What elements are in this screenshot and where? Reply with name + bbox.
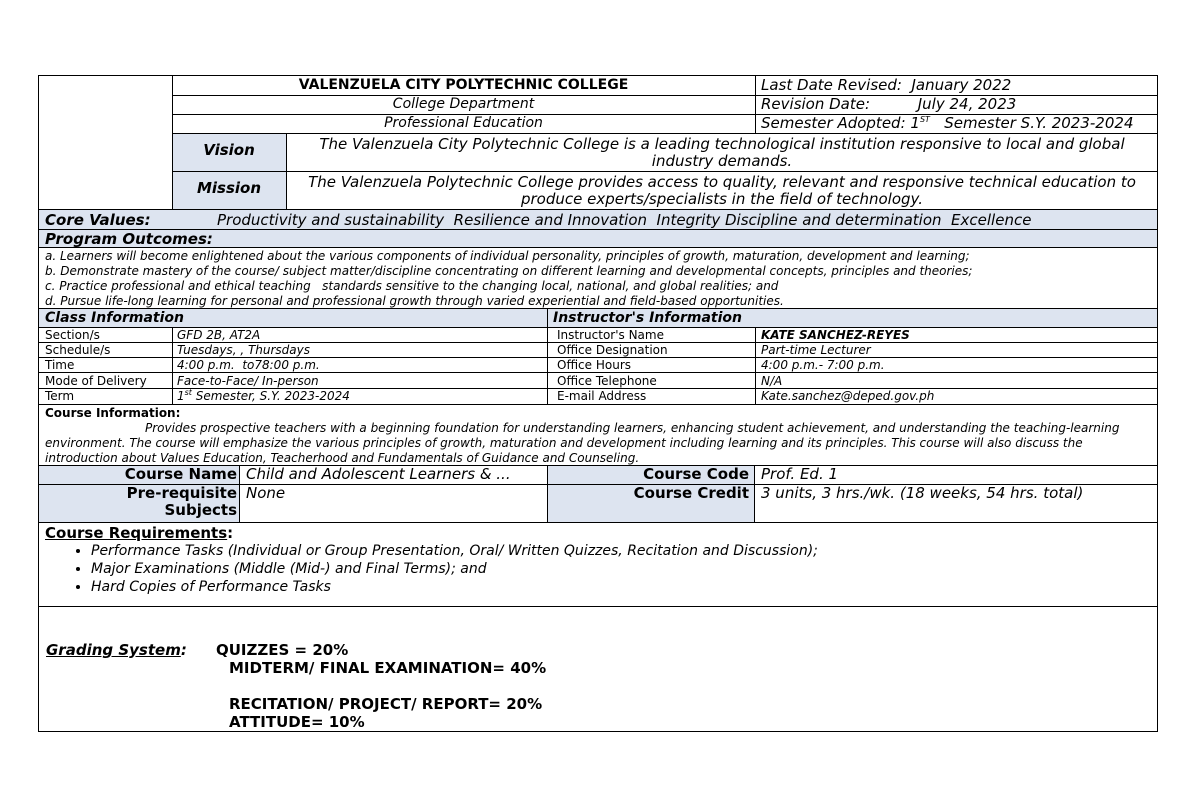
grading-system-colon: : bbox=[180, 641, 187, 659]
office-hours-value: 4:00 p.m.- 7:00 p.m. bbox=[761, 358, 885, 372]
course-credit-label: Course Credit bbox=[633, 484, 749, 502]
office-designation-key: Office Designation bbox=[557, 343, 668, 357]
term-value bbox=[177, 389, 350, 403]
course-credit-value: 3 units, 3 hrs./wk. (18 weeks, 54 hrs. total) bbox=[761, 484, 1084, 502]
grading-system-label: Grading System bbox=[46, 641, 181, 659]
core-values-text: Productivity and sustainability Resilience and Innovation Integrity Discipline and determination Excellence bbox=[217, 211, 1032, 229]
office-hours-key: Office Hours bbox=[557, 358, 631, 372]
course-name-value: Child and Adolescent Learners & ... bbox=[246, 465, 511, 483]
prerequisite-label: Pre-requisite Subjects bbox=[126, 484, 237, 519]
requirement-item: • Hard Copies of Performance Tasks bbox=[91, 578, 1149, 596]
requirement-item: • Major Examinations (Middle (Mid-) and Final Terms); and bbox=[91, 560, 1149, 578]
course-requirements-label: Course Requirements bbox=[45, 524, 228, 542]
course-requirements-colon: : bbox=[227, 524, 234, 542]
program-name: Professional Education bbox=[384, 115, 543, 131]
time-key: Time bbox=[45, 358, 75, 372]
department-name: College Department bbox=[392, 96, 535, 112]
revision-date-label: Revision Date: bbox=[761, 95, 871, 113]
course-name-label: Course Name bbox=[124, 465, 237, 483]
course-information-text: Provides prospective teachers with a beginning foundation for understanding learners, enhancing student achievement, and understanding the teaching-learning environment. The course will emphasize the various principles of growth, maturation and development including learning and its principles. This course will also discuss the introduction about Values Education, Teacherhood and Fundamentals of Guidance and Counseling. bbox=[45, 421, 1120, 465]
mode-value: Face-to-Face/ In-person bbox=[177, 374, 319, 388]
term-value-pre: 1 bbox=[177, 389, 185, 403]
schedule-key: Schedule/s bbox=[45, 343, 111, 357]
office-designation-value: Part-time Lecturer bbox=[761, 343, 871, 357]
instructor-name-value: KATE SANCHEZ-REYES bbox=[761, 328, 910, 342]
course-requirements-heading bbox=[45, 525, 233, 542]
semester-adopted-label: Semester Adopted: 1 bbox=[761, 114, 920, 132]
grading-item-recitation: RECITATION/ PROJECT/ REPORT= 20% bbox=[229, 695, 543, 713]
grading-item-exam: MIDTERM/ FINAL EXAMINATION= 40% bbox=[229, 659, 547, 677]
core-values-label: Core Values: bbox=[45, 211, 151, 229]
grading-item-quizzes: QUIZZES = 20% bbox=[216, 641, 349, 659]
last-revised-label: Last Date Revised: bbox=[761, 76, 902, 94]
grading-item-attitude: ATTITUDE= 10% bbox=[229, 713, 365, 731]
semester-adopted-rest: Semester S.Y. 2023-2024 bbox=[944, 114, 1134, 132]
semester-adopted bbox=[761, 115, 1156, 132]
grading-system-heading bbox=[46, 642, 187, 659]
syllabus-document bbox=[38, 75, 1158, 732]
college-name: VALENZUELA CITY POLYTECHNIC COLLEGE bbox=[298, 77, 629, 93]
program-outcome-item: a. Learners will become enlightened about the various components of individual personality, principles of growth, maturation, development and learning; bbox=[45, 249, 970, 263]
requirement-item: • Performance Tasks (Individual or Group Presentation, Oral/ Written Quizzes, Recitation and Discussion); bbox=[91, 542, 1149, 560]
vision-label: Vision bbox=[203, 141, 255, 159]
term-key: Term bbox=[45, 389, 75, 403]
email-key: E-mail Address bbox=[557, 389, 647, 403]
term-value-sup: st bbox=[184, 388, 192, 397]
course-requirements-list bbox=[39, 542, 1149, 596]
program-outcomes-label: Program Outcomes: bbox=[45, 230, 213, 248]
mission-label: Mission bbox=[196, 179, 262, 197]
class-info-label: Class Information bbox=[45, 310, 184, 326]
program-outcomes-list bbox=[45, 249, 1153, 309]
section-key: Section/s bbox=[45, 328, 100, 342]
term-value-post: Semester, S.Y. 2023-2024 bbox=[191, 389, 350, 403]
office-telephone-value: N/A bbox=[761, 374, 783, 388]
vision-text: The Valenzuela City Polytechnic College is a leading technological institution responsive to local and global industry demands. bbox=[319, 135, 1125, 170]
prerequisite-value: None bbox=[246, 484, 286, 502]
last-revised-value: January 2022 bbox=[911, 76, 1012, 94]
revision-date bbox=[761, 96, 1156, 113]
time-value: 4:00 p.m. to78:00 p.m. bbox=[177, 358, 320, 372]
schedule-value: Tuesdays, , Thursdays bbox=[177, 343, 310, 357]
program-outcome-item: d. Pursue life-long learning for personal and professional growth through varied experiential and field-based opportunities. bbox=[45, 294, 784, 308]
instructor-info-label: Instructor's Information bbox=[553, 310, 742, 326]
course-code-label: Course Code bbox=[643, 465, 749, 483]
mode-key: Mode of Delivery bbox=[45, 374, 147, 388]
program-outcome-item: b. Demonstrate mastery of the course/ subject matter/discipline concentrating on different learning and developmental concepts, principles and theories; bbox=[45, 264, 973, 278]
instructor-name-key: Instructor's Name bbox=[557, 328, 664, 342]
section-value: GFD 2B, AT2A bbox=[177, 328, 261, 342]
course-information-label: Course Information: bbox=[45, 406, 181, 420]
office-telephone-key: Office Telephone bbox=[557, 374, 657, 388]
semester-adopted-sup: ST bbox=[919, 115, 930, 124]
course-code-value: Prof. Ed. 1 bbox=[761, 465, 839, 483]
email-value: Kate.sanchez@deped.gov.ph bbox=[761, 389, 935, 403]
revision-date-value: July 24, 2023 bbox=[917, 95, 1017, 113]
mission-text: The Valenzuela Polytechnic College provides access to quality, relevant and responsive technical education to produce experts/specialists in the field of technology. bbox=[308, 173, 1136, 208]
last-revised bbox=[761, 77, 1156, 94]
program-outcome-item: c. Practice professional and ethical teaching standards sensitive to the changing local, national, and global realities; and bbox=[45, 279, 779, 293]
